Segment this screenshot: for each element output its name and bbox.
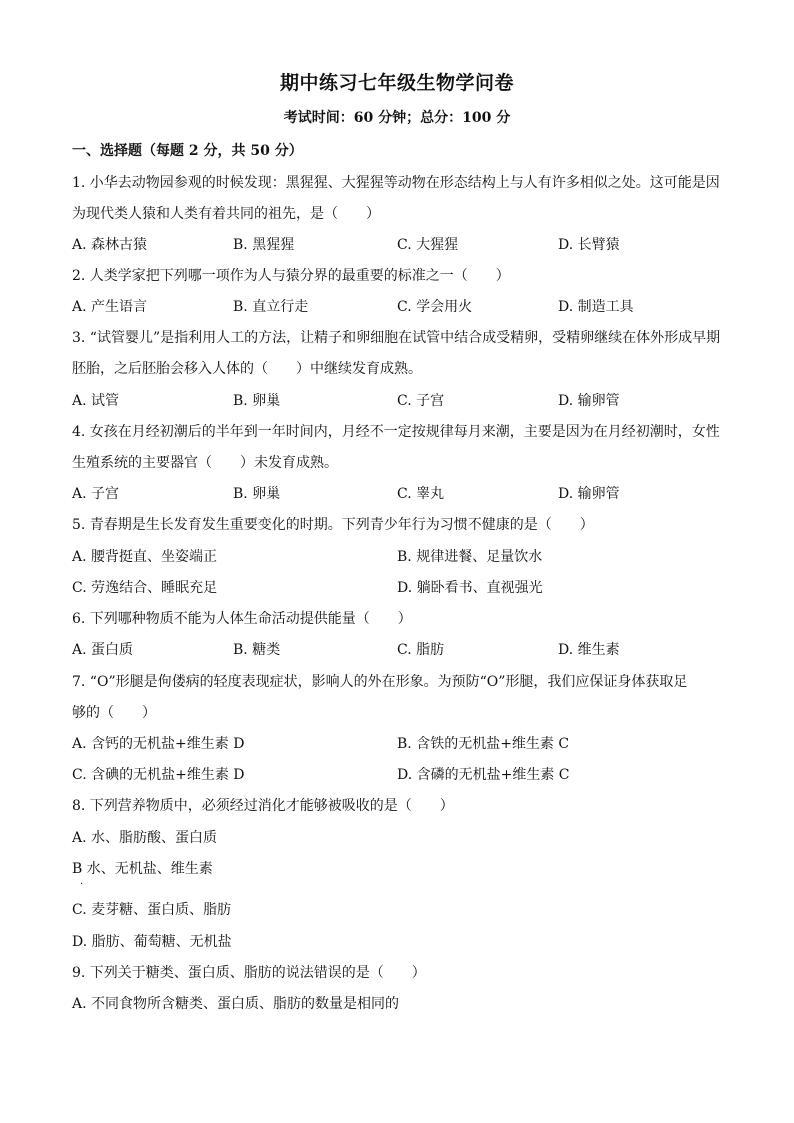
- question-6-option-a: A. 蛋白质: [72, 642, 134, 658]
- question-8-line-1: 8. 下列营养物质中，必须经过消化才能够被吸收的是（ ）: [72, 798, 454, 814]
- question-4-option-a: A. 子宫: [72, 486, 120, 502]
- question-7-option-d: D. 含磷的无机盐+维生素 C: [397, 767, 570, 783]
- question-5-option-c: C. 劳逸结合、睡眠充足: [72, 580, 218, 596]
- question-6-option-d: D. 维生素: [558, 642, 620, 658]
- question-7-line-2: 够的（ ）: [72, 705, 156, 721]
- question-1-option-d: D. 长臂猿: [558, 237, 620, 253]
- question-1-option-b: B. 黑猩猩: [233, 237, 295, 253]
- question-5-option-b: B. 规律进餐、足量饮水: [397, 549, 543, 565]
- question-2-line-1: 2. 人类学家把下列哪一项作为人与猿分界的最重要的标准之一（ ）: [72, 268, 510, 284]
- question-4-option-d: D. 输卵管: [558, 486, 620, 502]
- question-7-option-a: A. 含钙的无机盐+维生素 D: [72, 736, 245, 752]
- question-6-line-1: 6. 下列哪种物质不能为人体生命活动提供能量（ ）: [72, 611, 412, 627]
- question-3-option-c: C. 子宫: [397, 393, 445, 409]
- question-2-option-d: D. 制造工具: [558, 299, 634, 315]
- question-5-option-d: D. 躺卧看书、直视强光: [397, 580, 543, 596]
- question-4-line-2: 生殖系统的主要器官（ ）未发育成熟。: [72, 455, 338, 471]
- exam-info: 考试时间：60 分钟；总分：100 分: [283, 110, 511, 126]
- question-9-line-1: 9. 下列关于糖类、蛋白质、脂肪的说法错误的是（ ）: [72, 965, 426, 981]
- question-5-option-a: A. 腰背挺直、坐姿端正: [72, 549, 218, 565]
- question-1-option-c: C. 大猩猩: [397, 237, 459, 253]
- question-3-option-b: B. 卵巢: [233, 393, 281, 409]
- question-9-option-a: A. 不同食物所含糖类、蛋白质、脂肪的数量是相同的: [72, 996, 400, 1012]
- question-4-line-1: 4. 女孩在月经初潮后的半年到一年时间内，月经不一定按规律每月来潮，主要是因为在月经初潮时，女性: [72, 424, 720, 440]
- question-4-option-b: B. 卵巢: [233, 486, 281, 502]
- question-3-line-2: 胚胎，之后胚胎会移入人体的（ ）中继续发育成熟。: [72, 361, 422, 377]
- question-1-option-a: A. 森林古猿: [72, 237, 148, 253]
- question-4-option-c: C. 睾丸: [397, 486, 445, 502]
- question-8-option-a: A. 水、脂肪酸、蛋白质: [72, 830, 218, 846]
- question-3-option-d: D. 输卵管: [558, 393, 620, 409]
- question-7-option-b: B. 含铁的无机盐+维生素 C: [397, 736, 570, 752]
- section-heading: 一、选择题（每题 2 分，共 50 分）: [72, 143, 303, 159]
- stray-mark: .: [80, 876, 84, 887]
- question-1-line-2: 为现代类人猿和人类有着共同的祖先，是（ ）: [72, 206, 380, 222]
- question-7-option-c: C. 含碘的无机盐+维生素 D: [72, 767, 245, 783]
- question-8-option-c: C. 麦芽糖、蛋白质、脂肪: [72, 902, 232, 918]
- question-1-line-1: 1. 小华去动物园参观的时候发现：黑猩猩、大猩猩等动物在形态结构上与人有许多相似之处。这可能是因: [72, 175, 720, 191]
- question-8-option-b: B 水、无机盐、维生素: [72, 861, 213, 877]
- question-6-option-b: B. 糖类: [233, 642, 281, 658]
- question-2-option-b: B. 直立行走: [233, 299, 309, 315]
- question-6-option-c: C. 脂肪: [397, 642, 445, 658]
- question-3-option-a: A. 试管: [72, 393, 120, 409]
- question-7-line-1: 7. “O”形腿是佝偻病的轻度表现症状，影响人的外在形象。为预防“O”形腿，我们应保证身体获取足: [72, 674, 688, 690]
- question-5-line-1: 5. 青春期是生长发育发生重要变化的时期。下列青少年行为习惯不健康的是（ ）: [72, 517, 594, 533]
- question-8-option-d: D. 脂肪、葡萄糖、无机盐: [72, 934, 232, 950]
- page-title: 期中练习七年级生物学问卷: [279, 72, 514, 94]
- question-3-line-1: 3. “试管婴儿”是指利用人工的方法，让精子和卵细胞在试管中结合成受精卵，受精卵继续在体外形成早期: [72, 330, 721, 346]
- question-2-option-c: C. 学会用火: [397, 299, 473, 315]
- question-2-option-a: A. 产生语言: [72, 299, 148, 315]
